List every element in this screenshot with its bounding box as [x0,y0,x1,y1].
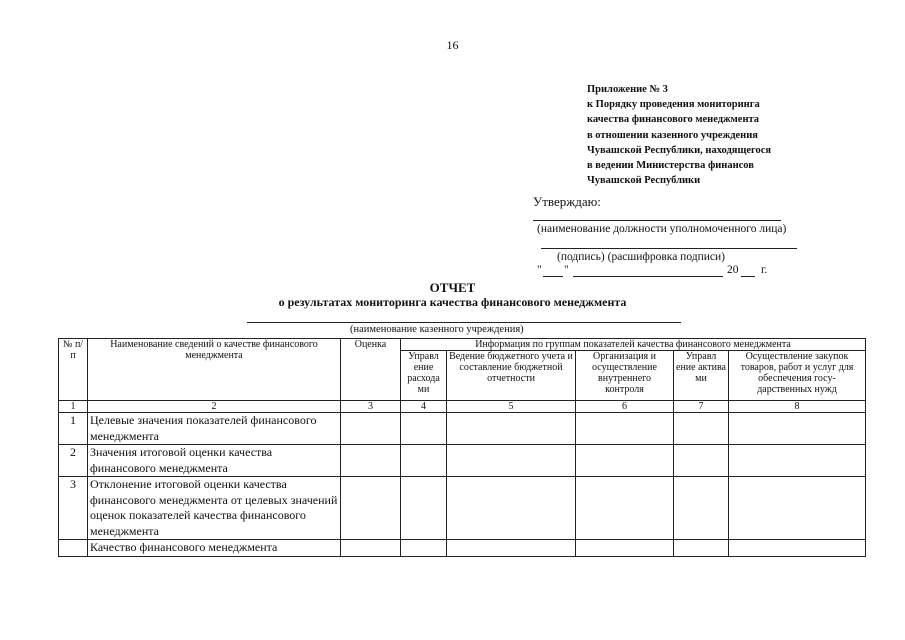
date-line [537,264,777,280]
appendix-line: в ведении Министерства финансов [587,160,754,172]
month-blank [573,276,723,277]
appendix-line: Чувашской Республики, находящегося [587,144,772,156]
group-cell [729,540,866,557]
header-group-col: Управл ение расхода ми [401,351,447,401]
day-blank [543,276,563,277]
column-number-row [59,401,866,413]
column-number: 3 [341,401,401,413]
column-number: 5 [447,401,576,413]
header-group-col: Организация и осуществление внутреннего контроля [576,351,674,401]
signature-line [541,248,797,249]
header-group-col: Осуществление закупок товаров, работ и услуг для обеспечения госу- дарственных нужд [729,351,866,401]
group-cell [729,477,866,540]
group-cell [674,445,729,477]
column-number: 4 [401,401,447,413]
appendix-line: в отношении казенного учреждения [587,129,758,141]
header-score: Оценка [341,339,401,401]
group-cell [674,540,729,557]
signature-caption: (подпись) (расшифровка подписи) [557,251,726,263]
table-row [59,540,866,557]
appendix-line: к Порядку проведения мониторинга [587,99,760,111]
appendix-block [587,82,771,188]
group-cell [401,445,447,477]
column-number: 6 [576,401,674,413]
group-cell [729,445,866,477]
monitoring-table [58,338,866,557]
row-number: 1 [59,413,88,445]
table-row [59,477,866,540]
appendix-line: Приложение № 3 [587,84,668,95]
header-group-col: Ведение бюджетного учета и составление бюджетной отчетности [447,351,576,401]
position-line [533,220,781,221]
group-cell [576,413,674,445]
row-number: 3 [59,477,88,540]
report-title: ОТЧЕТ [429,280,476,295]
score-cell [341,477,401,540]
group-cell [729,413,866,445]
appendix-line: качества финансового менеджмента [587,114,760,126]
group-cell [447,540,576,557]
year-blank [741,276,755,277]
table-row [59,445,866,477]
column-number: 1 [59,401,88,413]
group-cell [401,413,447,445]
header-name: Наименование сведений о качестве финансового менеджмента [88,339,341,401]
year-suffix: г. [761,264,768,276]
group-cell [576,477,674,540]
header-groups: Информация по группам показателей качества финансового менеджмента [401,339,866,351]
score-cell [341,413,401,445]
column-number: 8 [729,401,866,413]
group-cell [447,477,576,540]
date-open-quote: " [537,264,542,276]
group-cell [576,445,674,477]
group-cell [576,540,674,557]
group-cell [447,413,576,445]
row-number: 2 [59,445,88,477]
row-name: Значения итоговой оценки качества финансового менеджмента [88,445,341,477]
position-caption: (наименование должности уполномоченного лица) [537,223,787,235]
appendix-line: Чувашской Республики [587,175,701,187]
approval-heading: Утверждаю: [533,194,601,209]
report-subtitle: о результатах мониторинга качества финансового менеджмента [278,295,627,309]
score-cell [341,445,401,477]
row-number [59,540,88,557]
row-name: Целевые значения показателей финансового менеджмента [88,413,341,445]
row-name: Отклонение итоговой оценки качества финансового менеджмента от целевых значений оценок показателей качества финансового менеджмента [88,477,341,540]
institution-caption: (наименование казенного учреждения) [350,324,524,335]
group-cell [674,477,729,540]
institution-line [247,322,681,323]
score-cell [341,540,401,557]
group-cell [401,540,447,557]
table-row [59,413,866,445]
header-group-col: Управл ение актива ми [674,351,729,401]
column-number: 7 [674,401,729,413]
page-number: 16 [446,38,459,52]
date-close-quote: " [564,264,569,276]
row-name: Качество финансового менеджмента [88,540,341,557]
group-cell [447,445,576,477]
group-cell [674,413,729,445]
group-cell [401,477,447,540]
year-prefix: 20 [727,264,739,276]
column-number: 2 [88,401,341,413]
header-no: № п/п [59,339,88,401]
